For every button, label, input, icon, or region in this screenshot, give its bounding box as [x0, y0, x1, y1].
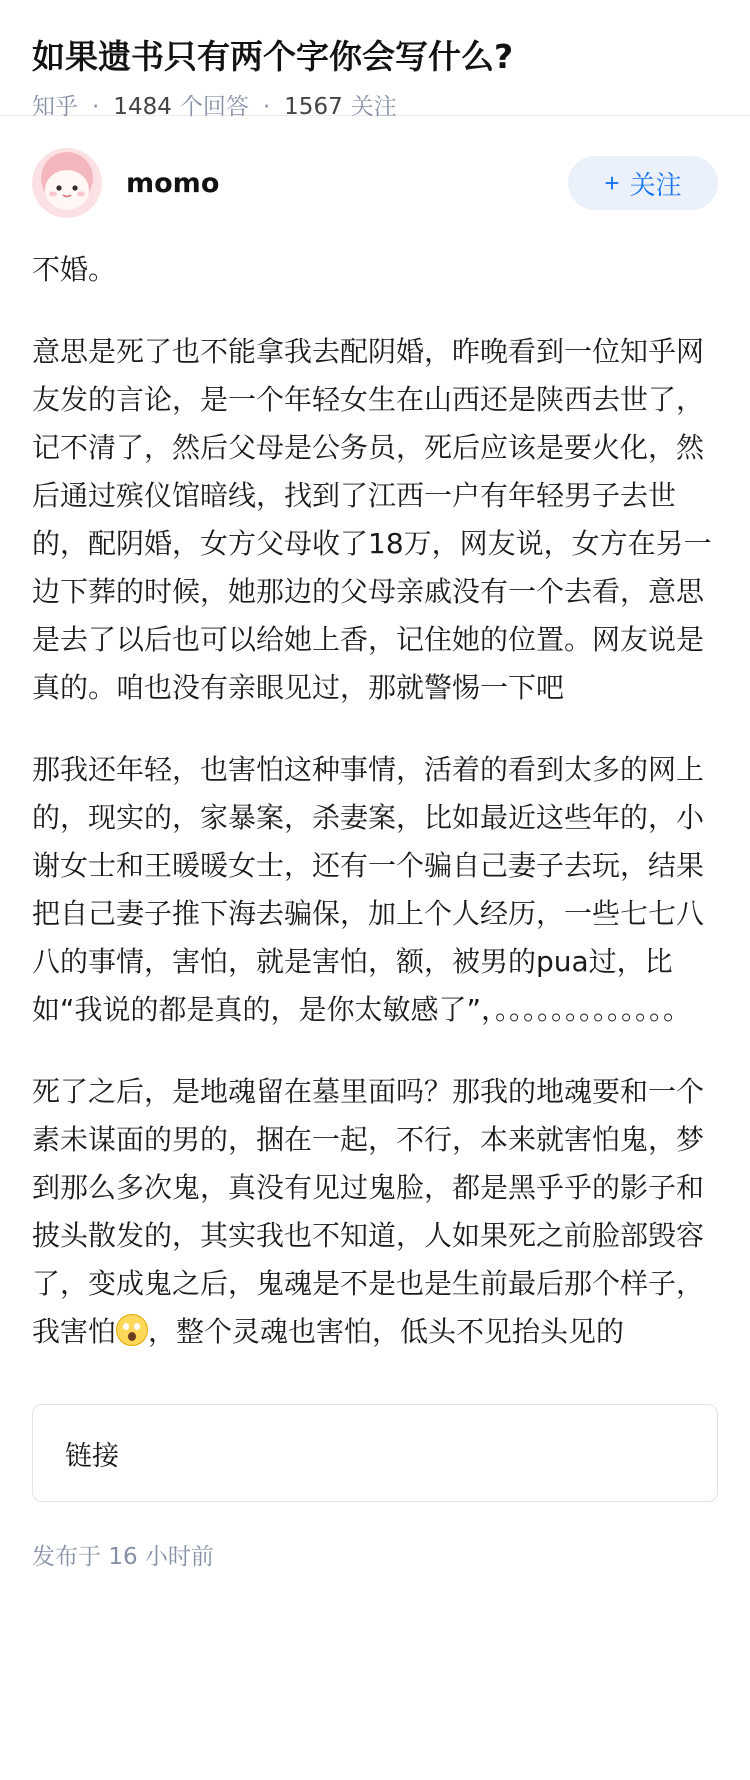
link-card[interactable]	[32, 1404, 718, 1502]
separator-dot: ·	[92, 94, 100, 120]
paragraph-2: 意思是死了也不能拿我去配阴婚，昨晚看到一位知乎网友发的言论，是一个年轻女生在山西还是陕西去世了，记不清了，然后父母是公务员，死后应该是要火化，然后通过殡仪馆暗线，找到了江西一户有年轻男子去世的，配阴婚，女方父母收了18万，网友说，女方在另一边下葬的时候，她那边的父母亲戚没有一个去看，意思是去了以后也可以给她上香，记住她的位置。网友说是真的。咱也没有亲眼见过，那就警惕一下吧	[32, 335, 712, 704]
followers-label[interactable]: 关注	[350, 94, 397, 120]
plus-icon: +	[604, 167, 620, 198]
follow-button[interactable]	[568, 156, 718, 210]
answers-label[interactable]: 个回答	[179, 94, 249, 120]
separator-dot: ·	[262, 94, 271, 120]
publish-info	[0, 1538, 750, 1571]
paragraph-3: 那我还年轻，也害怕这种事情，活着的看到太多的网上的，现实的，家暴案，杀妻案，比如最近这些年的，小谢女士和王暖暖女士，还有一个骗自己妻子去玩，结果把自己妻子推下海去骗保，加上个人经历，一些七七八八的事情，害怕，就是害怕，额，被男的pua过，比如“我说的都是真的，是你太敏感了”，。。。。。。。。。。。。。	[32, 753, 705, 1026]
paragraph-1: 不婚。	[32, 253, 117, 286]
question-title[interactable]: 如果遗书只有两个字你会写什么?	[32, 37, 514, 76]
follow-label: 关注	[629, 169, 682, 200]
avatar[interactable]	[32, 148, 102, 218]
source-label[interactable]: 知乎	[32, 94, 78, 120]
author-row	[0, 148, 750, 218]
answer-content	[0, 246, 750, 1356]
published-time: 16 小时前	[108, 1544, 214, 1570]
link-card-label: 链接	[65, 1440, 119, 1472]
published-prefix: 发布于	[32, 1544, 101, 1570]
paragraph-4-text: 死了之后，是地魂留在墓里面吗？那我的地魂要和一个素未谋面的男的，捆在一起，不行，本来就害怕鬼，梦到那么多次鬼，真没有见过鬼脸，都是黑乎乎的影子和披头散发的，其实我也不知道，人如果死之前脸部毁容了，变成鬼之后，鬼魂是不是也是生前最后那个样子，我害怕	[32, 1075, 705, 1348]
author-name[interactable]: momo	[126, 167, 220, 199]
followers-count: 1567	[284, 94, 343, 120]
question-header	[0, 0, 750, 120]
paragraph-4-text-end: ，整个灵魂也害怕，低头不见抬头见的	[148, 1315, 625, 1348]
paragraph-4	[32, 1068, 718, 1356]
answers-count: 1484	[113, 94, 172, 120]
question-meta	[32, 92, 718, 122]
screaming-face-emoji-icon	[116, 1314, 148, 1346]
